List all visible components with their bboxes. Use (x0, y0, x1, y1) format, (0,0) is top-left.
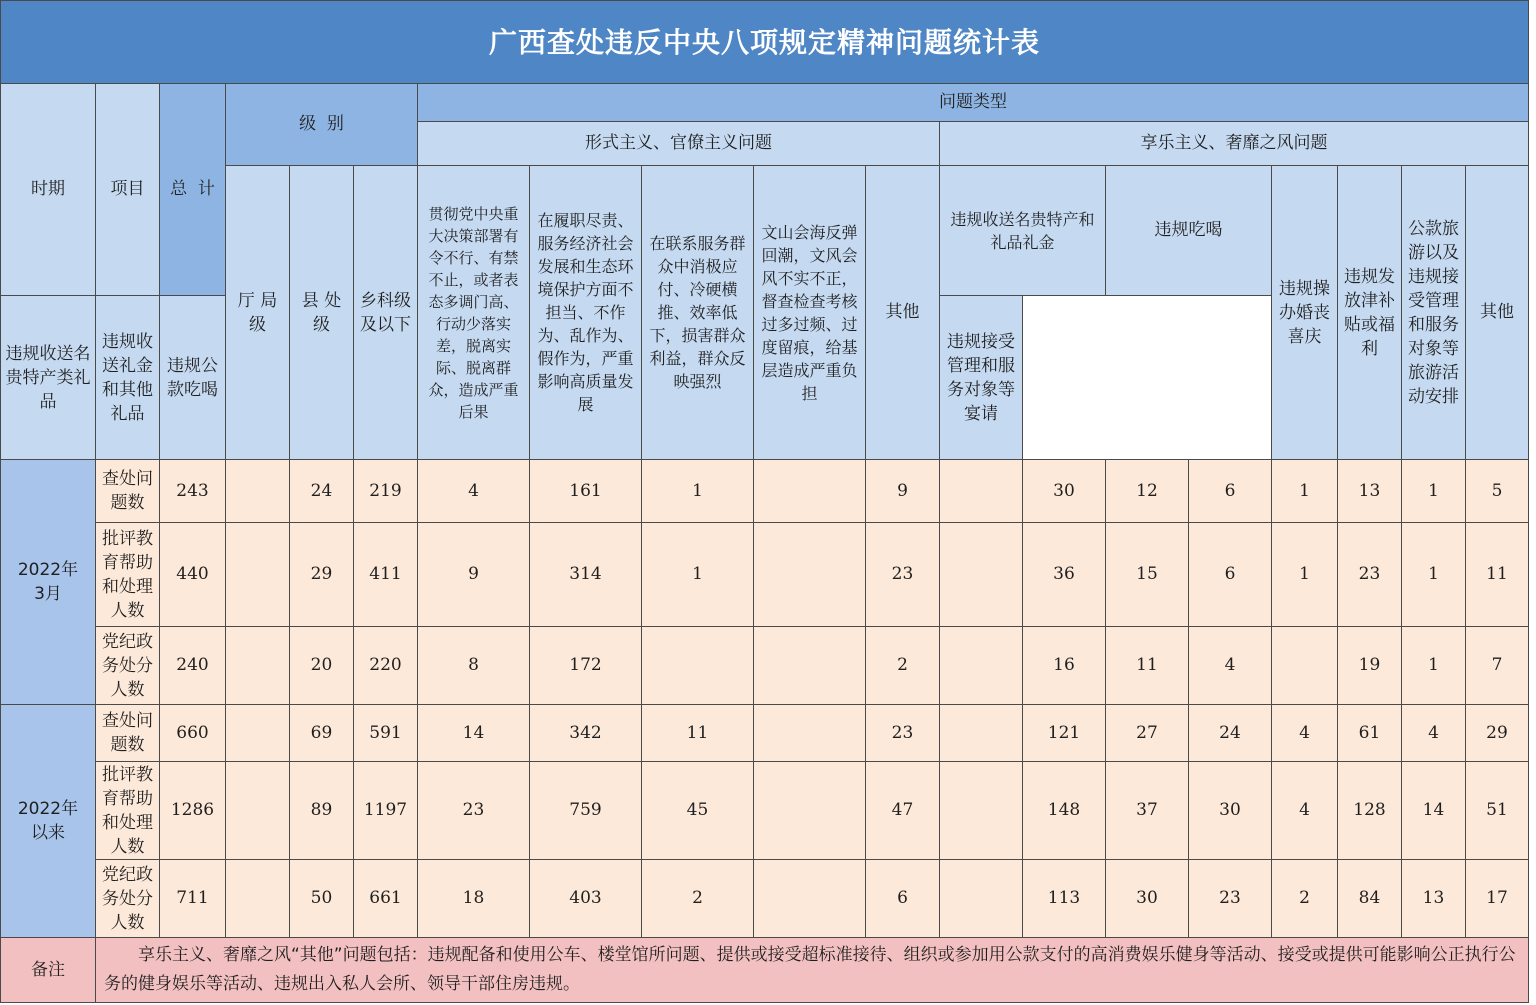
header-level-county: 县 处 级 (290, 166, 354, 460)
table-cell (226, 460, 290, 523)
table-cell: 89 (290, 762, 354, 860)
table-cell: 61 (1338, 705, 1402, 762)
table-cell: 4 (1402, 705, 1466, 762)
table-cell: 27 (1106, 705, 1189, 762)
table-cell: 1 (1402, 460, 1466, 523)
header-hedonism: 享乐主义、奢靡之风问题 (940, 122, 1529, 166)
table-cell: 6 (1189, 523, 1272, 627)
table-cell: 4 (1272, 705, 1338, 762)
note-text: 享乐主义、奢靡之风“其他”问题包括：违规配备和使用公车、楼堂馆所问题、提供或接受超标准接待、组织或参加用公款支付的高消费娱乐健身等活动、接受或提供可能影响公正执行公务的健身娱乐等活动、违规出入私人会所、领导干部住房违规。 (96, 938, 1529, 1003)
header-banquets: 违规接受管理和服务对象等宴请 (940, 296, 1023, 460)
table-cell: 15 (1106, 523, 1189, 627)
table-cell: 1 (1402, 523, 1466, 627)
table-cell: 1 (1272, 460, 1338, 523)
table-cell (754, 705, 866, 762)
header-public-meals: 违规公款吃喝 (160, 296, 226, 460)
table-cell: 711 (160, 860, 226, 938)
table-cell: 1286 (160, 762, 226, 860)
table-cell: 2 (1272, 860, 1338, 938)
table-cell: 51 (1466, 762, 1529, 860)
period-label: 2022年3月 (1, 460, 96, 705)
table-row (1, 523, 1529, 627)
table-cell: 29 (1466, 705, 1529, 762)
table-cell: 8 (418, 627, 530, 705)
header-formalism: 形式主义、官僚主义问题 (418, 122, 940, 166)
row-item-label: 批评教育帮助和处理人数 (96, 762, 160, 860)
header-formalism-col-1: 贯彻党中央重大决策部署有令不行、有禁不止，或者表态多调门高、行动少落实差，脱离实际、脱离群众，造成严重后果 (418, 166, 530, 460)
row-item-label: 批评教育帮助和处理人数 (96, 523, 160, 627)
row-item-label: 党纪政务处分人数 (96, 860, 160, 938)
table-cell: 19 (1338, 627, 1402, 705)
table-cell: 29 (290, 523, 354, 627)
table-cell: 240 (160, 627, 226, 705)
table-cell: 113 (1023, 860, 1106, 938)
header-gift-specialties: 违规收送名贵特产类礼品 (1, 296, 96, 460)
header-total: 总 计 (160, 84, 226, 296)
header-period: 时期 (1, 84, 96, 296)
table-cell: 1 (642, 523, 754, 627)
table-cell: 314 (530, 523, 642, 627)
table-cell: 1 (642, 460, 754, 523)
table-cell: 50 (290, 860, 354, 938)
header-formalism-col-4: 文山会海反弹回潮，文风会风不实不正，督查检查考核过多过频、过度留痕，给基层造成严重负担 (754, 166, 866, 460)
table-cell: 1 (1272, 523, 1338, 627)
table-cell: 9 (866, 460, 940, 523)
table-cell: 13 (1402, 860, 1466, 938)
table-row (1, 627, 1529, 705)
table-cell: 5 (1466, 460, 1529, 523)
table-cell (940, 705, 1023, 762)
header-level: 级 别 (226, 84, 418, 166)
period-label: 2022年以来 (1, 705, 96, 938)
table-cell (226, 860, 290, 938)
table-cell (940, 627, 1023, 705)
table-cell: 47 (866, 762, 940, 860)
table-row (1, 460, 1529, 523)
table-cell: 219 (354, 460, 418, 523)
table-cell: 6 (866, 860, 940, 938)
table-cell: 342 (530, 705, 642, 762)
table-cell: 20 (290, 627, 354, 705)
table-cell: 4 (418, 460, 530, 523)
table-cell: 23 (1189, 860, 1272, 938)
header-formalism-col-3: 在联系服务群众中消极应付、冷硬横推、效率低下，损害群众利益，群众反映强烈 (642, 166, 754, 460)
table-row (1, 860, 1529, 938)
table-cell: 759 (530, 762, 642, 860)
table-title: 广西查处违反中央八项规定精神问题统计表 (1, 1, 1529, 84)
header-allowances: 违规发放津补贴或福利 (1338, 166, 1402, 460)
table-cell (226, 627, 290, 705)
table-cell: 30 (1189, 762, 1272, 860)
table-cell: 23 (418, 762, 530, 860)
table-cell: 24 (290, 460, 354, 523)
table-cell (940, 860, 1023, 938)
row-item-label: 查处问题数 (96, 460, 160, 523)
header-hedonism-other: 其他 (1466, 166, 1529, 460)
table-cell: 24 (1189, 705, 1272, 762)
table-cell: 11 (1466, 523, 1529, 627)
table-cell: 16 (1023, 627, 1106, 705)
table-cell: 30 (1106, 860, 1189, 938)
table-cell: 411 (354, 523, 418, 627)
table-cell (754, 523, 866, 627)
table-cell (754, 762, 866, 860)
table-cell: 1197 (354, 762, 418, 860)
table-cell: 220 (354, 627, 418, 705)
table-cell (1272, 627, 1338, 705)
table-cell: 2 (866, 627, 940, 705)
table-cell (754, 627, 866, 705)
table-cell: 660 (160, 705, 226, 762)
table-cell: 23 (866, 523, 940, 627)
table-cell: 661 (354, 860, 418, 938)
header-formalism-col-other: 其他 (866, 166, 940, 460)
table-cell (754, 860, 866, 938)
table-cell (226, 705, 290, 762)
table-cell: 13 (1338, 460, 1402, 523)
header-meal-group: 违规吃喝 (1106, 166, 1272, 296)
table-cell: 9 (418, 523, 530, 627)
table-cell: 440 (160, 523, 226, 627)
header-gift-money: 违规收送礼金和其他礼品 (96, 296, 160, 460)
table-cell: 17 (1466, 860, 1529, 938)
table-cell: 14 (1402, 762, 1466, 860)
header-weddings-funerals: 违规操办婚丧喜庆 (1272, 166, 1338, 460)
table-row (1, 705, 1529, 762)
header-level-bureau: 厅 局 级 (226, 166, 290, 460)
table-cell (226, 523, 290, 627)
table-cell: 23 (1338, 523, 1402, 627)
row-item-label: 党纪政务处分人数 (96, 627, 160, 705)
table-cell: 23 (866, 705, 940, 762)
table-cell: 161 (530, 460, 642, 523)
table-cell: 591 (354, 705, 418, 762)
table-cell: 148 (1023, 762, 1106, 860)
table-cell: 45 (642, 762, 754, 860)
header-gift-group: 违规收送名贵特产和礼品礼金 (940, 166, 1106, 296)
header-tourism: 公款旅游以及违规接受管理和服务对象等旅游活动安排 (1402, 166, 1466, 460)
header-formalism-col-2: 在履职尽责、服务经济社会发展和生态环境保护方面不担当、不作为、乱作为、假作为，严重影响高质量发展 (530, 166, 642, 460)
row-item-label: 查处问题数 (96, 705, 160, 762)
table-cell: 403 (530, 860, 642, 938)
table-row (1, 762, 1529, 860)
table-cell: 1 (1402, 627, 1466, 705)
table-cell (642, 627, 754, 705)
table-cell (754, 460, 866, 523)
table-cell: 243 (160, 460, 226, 523)
table-cell (226, 762, 290, 860)
table-cell: 12 (1106, 460, 1189, 523)
table-cell: 7 (1466, 627, 1529, 705)
header-level-township: 乡科级及以下 (354, 166, 418, 460)
table-cell: 18 (418, 860, 530, 938)
table-cell (940, 460, 1023, 523)
table-cell: 69 (290, 705, 354, 762)
table-cell: 6 (1189, 460, 1272, 523)
table-cell: 36 (1023, 523, 1106, 627)
header-problem-type: 问题类型 (418, 84, 1529, 122)
table-cell: 37 (1106, 762, 1189, 860)
table-cell: 11 (642, 705, 754, 762)
table-cell: 2 (642, 860, 754, 938)
table-cell: 121 (1023, 705, 1106, 762)
note-label: 备注 (1, 938, 96, 1003)
table-cell: 84 (1338, 860, 1402, 938)
table-cell: 14 (418, 705, 530, 762)
table-cell: 11 (1106, 627, 1189, 705)
table-cell: 4 (1189, 627, 1272, 705)
table-cell: 4 (1272, 762, 1338, 860)
header-item: 项目 (96, 84, 160, 296)
table-cell: 172 (530, 627, 642, 705)
table-cell: 128 (1338, 762, 1402, 860)
table-cell (940, 762, 1023, 860)
table-cell: 30 (1023, 460, 1106, 523)
table-cell (940, 523, 1023, 627)
